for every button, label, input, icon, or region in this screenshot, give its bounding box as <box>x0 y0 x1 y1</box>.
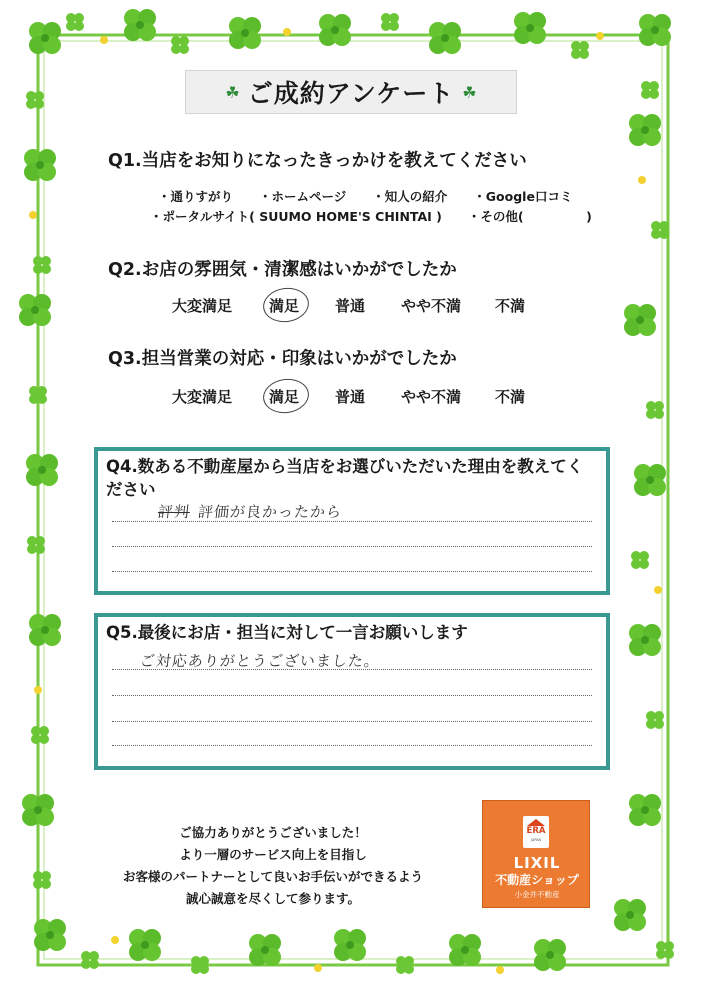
answer-line <box>112 571 592 572</box>
q2-option[interactable]: やや不満 <box>401 297 462 315</box>
q3-scale <box>172 386 525 407</box>
thanks-line: より一層のサービス向上を目指し <box>179 847 367 862</box>
q3-question: Q3.担当営業の対応・印象はいかがでしたか <box>108 349 457 369</box>
q2-question: Q2.お店の雰囲気・清潔感はいかがでしたか <box>108 260 457 280</box>
q3-option[interactable]: 不満 <box>495 388 526 406</box>
clover-icon: ☘ <box>462 82 477 102</box>
answer-line <box>112 521 592 522</box>
q1-options-row1 <box>158 187 598 205</box>
q5-question: Q5.最後にお店・担当に対して一言お願いします <box>106 623 468 642</box>
q4-answer-box[interactable] <box>94 447 610 595</box>
survey-title-box <box>185 70 517 114</box>
japan-text: JAPAN <box>530 838 542 842</box>
survey-title: ご成約アンケート <box>247 79 455 108</box>
q3-option[interactable]: 大変満足 <box>172 388 233 406</box>
thanks-line: お客様のパートナーとして良いお手伝いができるよう <box>122 869 423 884</box>
lixil-shop-logo <box>482 800 590 908</box>
q3-option[interactable]: やや不満 <box>401 388 462 406</box>
q1-options-row2 <box>150 207 618 225</box>
store-name: 小金井不動産 <box>514 890 560 899</box>
q3-option-selected[interactable] <box>269 386 335 407</box>
q2-option-label: 満足 <box>269 297 300 315</box>
era-text: ERA <box>526 826 546 836</box>
answer-line <box>112 546 592 547</box>
q1-option[interactable]: ・知人の紹介 <box>372 189 448 204</box>
q1-question: Q1.当店をお知りになったきっかけを教えてください <box>108 151 527 171</box>
q4-handwritten-answer <box>157 501 343 522</box>
q1-option[interactable]: ・通りすがり <box>158 189 234 204</box>
brand-name: LIXIL <box>513 854 561 872</box>
q5-answer-box[interactable] <box>94 613 610 770</box>
answer-line <box>112 721 592 722</box>
answer-line <box>112 669 592 670</box>
q3-option[interactable]: 普通 <box>335 388 366 406</box>
q1-option[interactable]: ・Google口コミ <box>473 189 573 204</box>
thanks-line: 誠心誠意を尽くして参ります。 <box>185 891 360 906</box>
q4-answer-text: 評価が良かったから <box>197 503 343 521</box>
house-icon <box>527 819 545 826</box>
q4-question: Q4.数ある不動産屋から当店をお選びいただいた理由を教えてください <box>106 457 584 499</box>
answer-line <box>112 745 592 746</box>
q3-option-label: 満足 <box>269 388 300 406</box>
q1-option[interactable]: ・ホームページ <box>259 189 347 204</box>
q1-option[interactable]: ・その他( ) <box>467 209 592 224</box>
thanks-line: ご協力ありがとうございました！ <box>179 825 367 840</box>
q4-crossed-out-word: 評判 <box>157 503 191 521</box>
q2-option[interactable]: 不満 <box>495 297 526 315</box>
answer-line <box>112 695 592 696</box>
shop-name: 不動産ショップ <box>495 873 579 887</box>
q5-handwritten-answer: ご対応ありがとうございました。 <box>139 652 381 670</box>
q2-option-selected[interactable] <box>269 295 335 316</box>
q2-option[interactable]: 大変満足 <box>172 297 233 315</box>
clover-icon: ☘ <box>225 82 240 102</box>
q1-option[interactable]: ・ポータルサイト( SUUMO HOME'S CHINTAI ) <box>150 209 442 224</box>
q2-option[interactable]: 普通 <box>335 297 366 315</box>
q2-scale <box>172 295 525 316</box>
thank-you-message <box>118 822 428 910</box>
